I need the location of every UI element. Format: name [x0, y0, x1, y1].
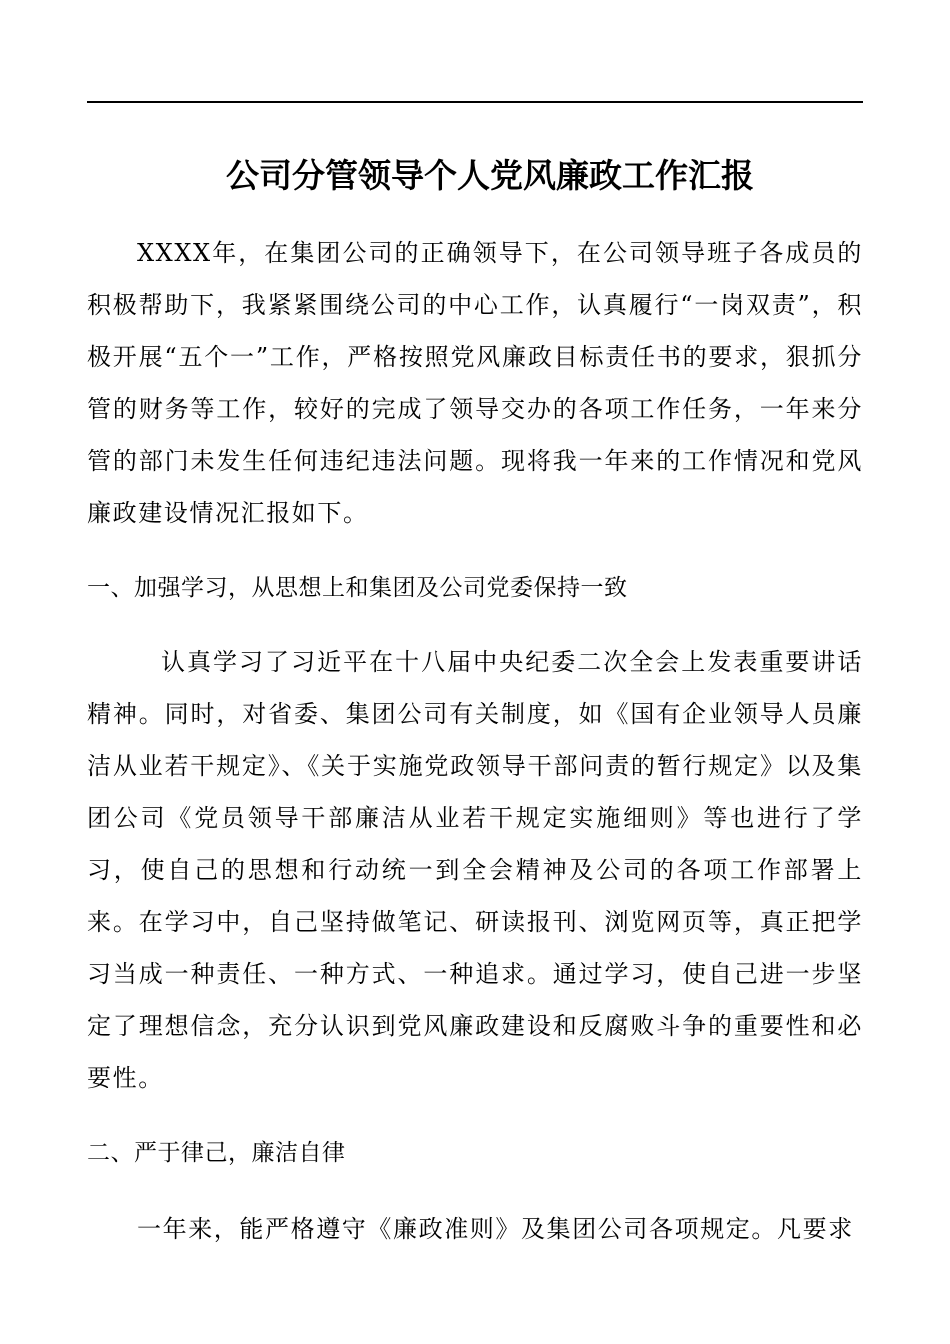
- section-2-body: [87, 1203, 863, 1255]
- section-1-heading: 一、加强学习，从思想上和集团及公司党委保持一致: [87, 575, 628, 601]
- intro-paragraph: XXXX年，在集团公司的正确领导下，在公司领导班子各成员的积极帮助下，我紧紧围绕公司的中心工作，认真履行“一岗双责”，积极开展“五个一”工作，严格按照党风廉政目标责任书的要求，狠抓分管的财务等工作，较好的完成了领导交办的各项工作任务，一年来分管的部门未发生任何违纪违法问题。现将我一年来的工作情况和党风廉政建设情况汇报如下。: [87, 239, 863, 527]
- document-title: 公司分管领导个人党风廉政工作汇报: [226, 156, 754, 195]
- section-1-body: [87, 636, 863, 1104]
- section-1-paragraph: 认真学习了习近平在十八届中央纪委二次全会上发表重要讲话精神。同时，对省委、集团公司有关制度，如《国有企业领导人员廉洁从业若干规定》、《关于实施党政领导干部问责的暂行规定》以及集团公司《党员领导干部廉洁从业若干规定实施细则》等也进行了学习，使自己的思想和行动统一到全会精神及公司的各项工作部署上来。在学习中，自己坚持做笔记、研读报刊、浏览网页等，真正把学习当成一种责任、一种方式、一种追求。通过学习，使自己进一步坚定了理想信念，充分认识到党风廉政建设和反腐败斗争的重要性和必要性。: [87, 648, 863, 1092]
- section-1-heading-block: [87, 568, 863, 608]
- section-2-paragraph: 一年来，能严格遵守《廉政准则》及集团公司各项规定。凡要求: [137, 1215, 854, 1243]
- header-rule: [87, 101, 863, 103]
- section-2-heading-block: [87, 1133, 863, 1173]
- intro-block: [87, 227, 863, 539]
- section-2-heading: 二、严于律己，廉洁自律: [87, 1140, 346, 1166]
